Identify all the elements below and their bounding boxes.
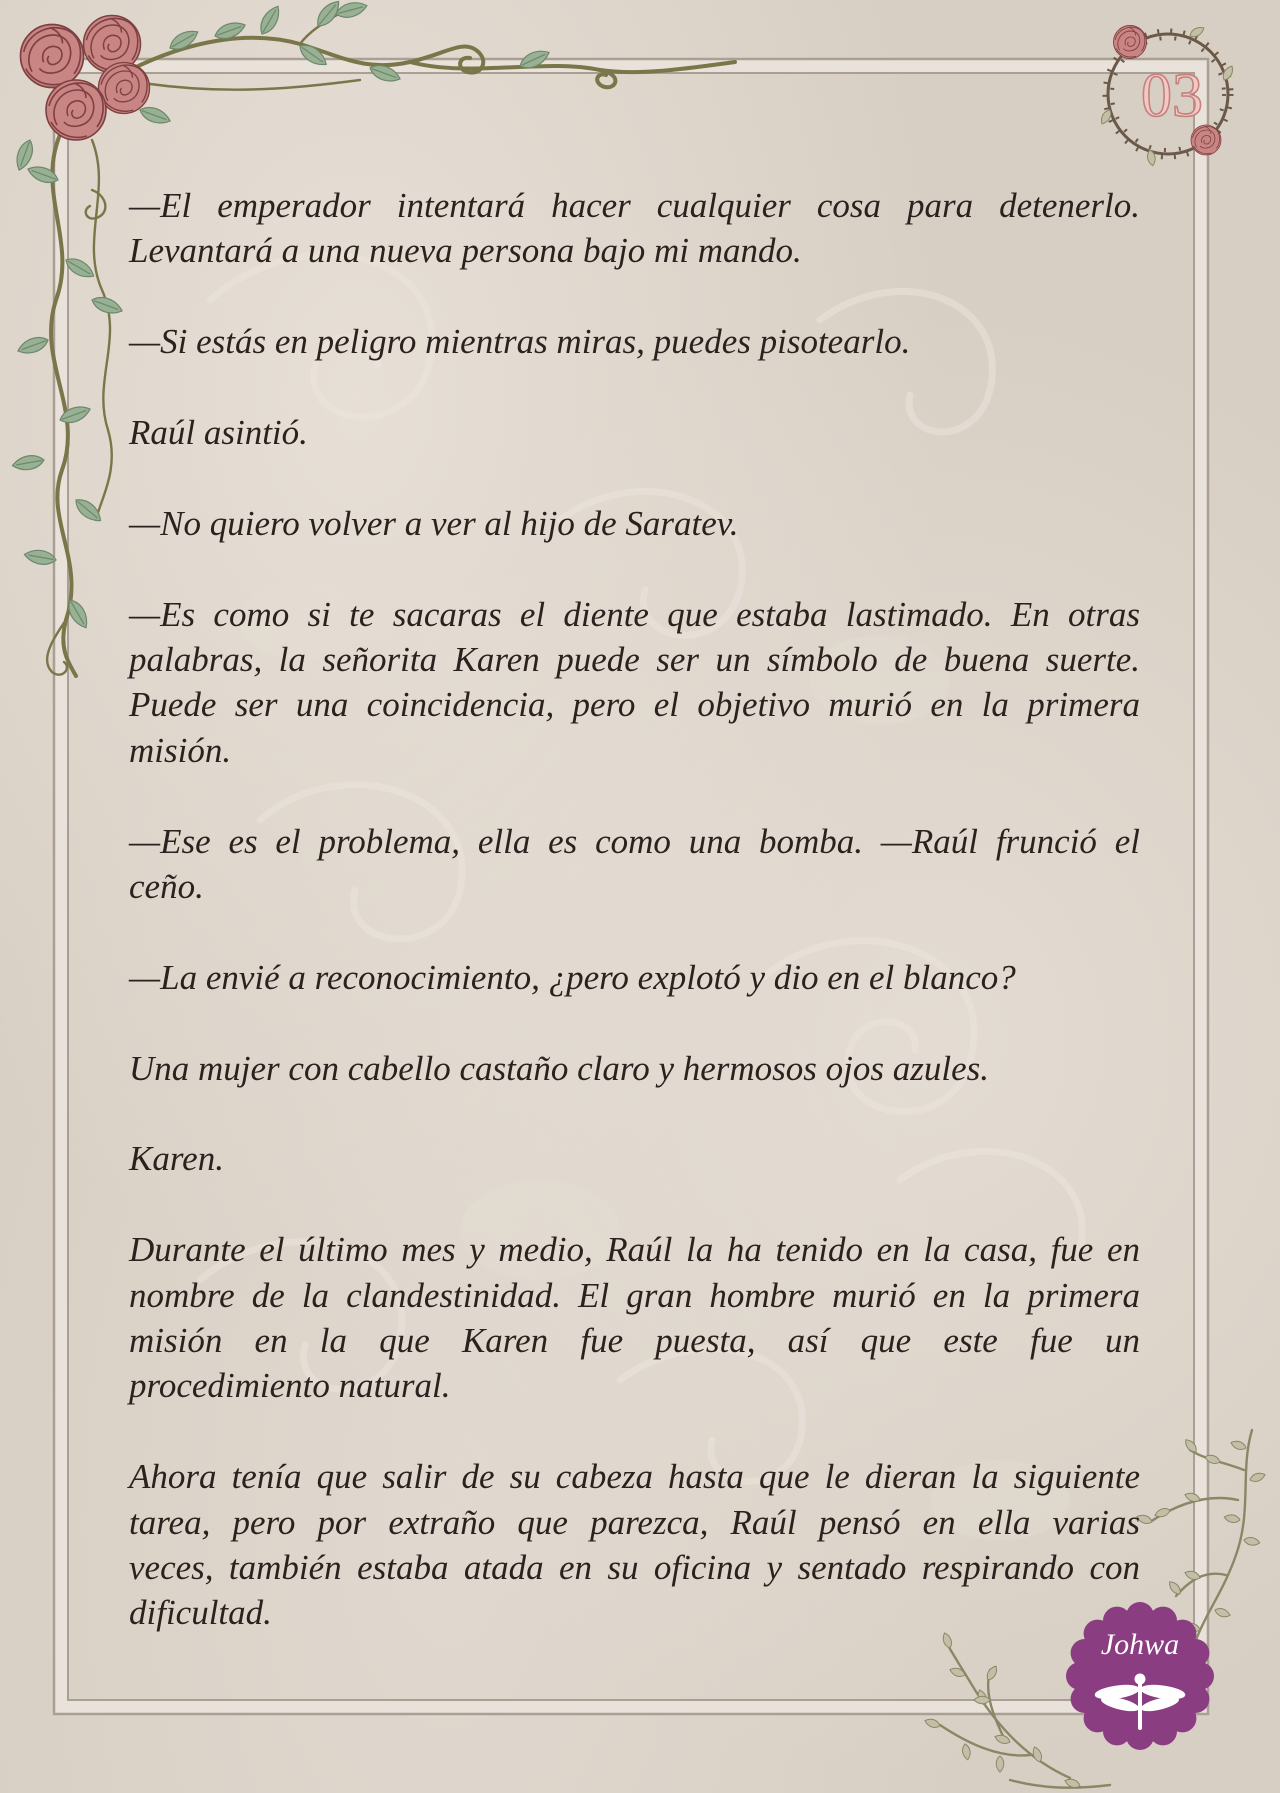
text-line: —Si estás en peligro mientras miras, puedes pisotearlo. (129, 322, 911, 362)
thorn-wreath-ornament (1099, 25, 1235, 167)
text-line: veces, también estaba atada en su oficina y sentado respirando con (129, 1548, 1140, 1588)
rose (21, 25, 84, 88)
paragraph (129, 1227, 1140, 1409)
leaf (256, 3, 284, 37)
paragraph (129, 1454, 1140, 1636)
text-line: —El emperador intentará hacer cualquier cosa para detenerlo. (129, 186, 1140, 225)
paragraph (129, 1046, 1140, 1091)
rose (1114, 26, 1147, 59)
leaf (23, 548, 57, 567)
text-line: Durante el último mes y medio, Raúl la ha tenido en la casa, fue en (129, 1230, 1140, 1270)
paragraph (129, 592, 1140, 774)
text-line: Una mujer con cabello castaño claro y hermosos ojos azules. (129, 1048, 989, 1088)
leaf (1224, 1514, 1241, 1524)
paragraph (129, 410, 1140, 455)
sprig-stem (1010, 1780, 1110, 1788)
text-line: tarea, pero por extraño que parezca, Raúl pensó en ella varias (129, 1502, 1140, 1542)
leaf (1214, 1606, 1232, 1619)
leaf (16, 334, 51, 358)
leaf (1230, 1439, 1248, 1452)
leaf (1243, 1536, 1260, 1546)
text-line: misión. (129, 730, 232, 770)
leaf (334, 0, 368, 21)
paragraph (129, 955, 1140, 1000)
leaf (996, 1756, 1004, 1772)
vine (410, 62, 615, 87)
leaf (924, 1717, 942, 1730)
paragraph (129, 501, 1140, 546)
chapter-text (129, 183, 1140, 1681)
leaf (138, 104, 173, 128)
text-line: Ahora tenía que salir de su cabeza hasta que le dieran la siguiente (129, 1457, 1140, 1497)
leaf (11, 453, 45, 472)
leaf (1249, 1471, 1267, 1484)
rose (46, 80, 106, 140)
leaf (961, 1743, 971, 1760)
leaf (90, 294, 125, 318)
text-line: —Es como si te sacaras el diente que estaba lastimado. En otras (129, 594, 1140, 634)
text-line: —Ese es el problema, ella es como una bomba. —Raúl frunció el (129, 821, 1140, 861)
text-line: —No quiero volver a ver al hijo de Saratev. (129, 503, 739, 543)
paragraph (129, 183, 1140, 274)
text-line: Raúl asintió. (129, 413, 308, 452)
leaf (1167, 1579, 1183, 1596)
paragraph (129, 319, 1140, 364)
text-line: Puede ser una coincidencia, pero el objetivo murió en la primera (129, 685, 1140, 725)
paragraph (129, 819, 1140, 910)
text-line: misión en la que Karen fue puesta, así que este fue un (129, 1321, 1140, 1361)
vine (150, 80, 360, 90)
text-line: ceño. (129, 867, 204, 907)
text-line: Karen. (129, 1139, 224, 1179)
text-line: —La envié a reconocimiento, ¿pero explotó y dio en el blanco? (129, 957, 1016, 997)
text-line: Levantará a una nueva persona bajo mi mando. (129, 231, 802, 271)
logo-text: Johwa (1100, 1628, 1180, 1661)
text-line: procedimiento natural. (129, 1366, 451, 1406)
text-line: dificultad. (129, 1593, 272, 1633)
page-number: 03 (1141, 62, 1203, 130)
paragraph (129, 1136, 1140, 1181)
text-line: nombre de la clandestinidad. El gran hombre murió en la primera (129, 1275, 1140, 1315)
text-line: palabras, la señorita Karen puede ser un símbolo de buena suerte. (129, 640, 1140, 679)
